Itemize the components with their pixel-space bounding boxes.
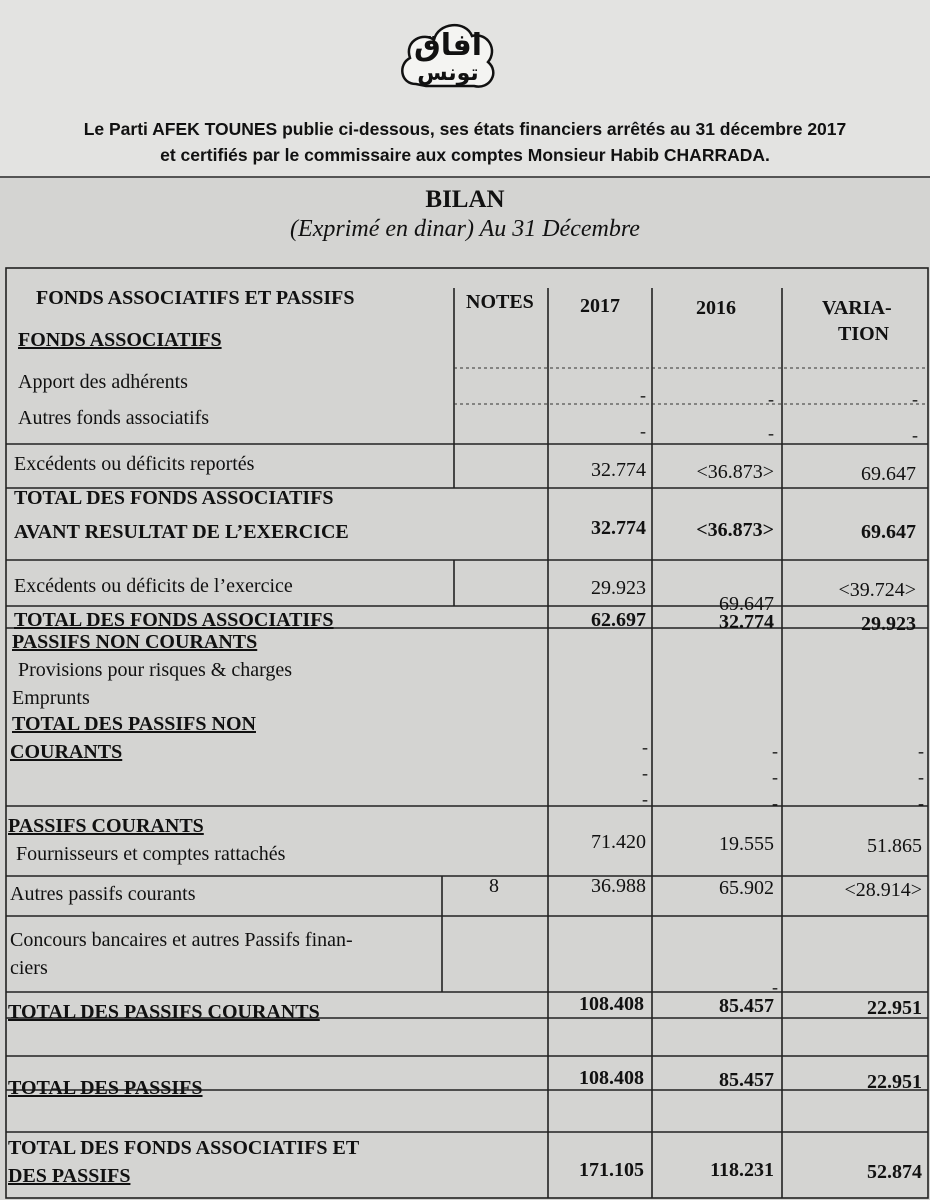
header-label: FONDS ASSOCIATIFS ET PASSIFS [36,287,355,309]
row-total-fonds-2016: 32.774 [719,611,774,633]
row-apport-label: Apport des adhérents [18,371,188,393]
row-emprunts-2017: - [642,763,648,783]
row-excedents-reportes-2016: <36.873> [696,461,774,483]
section-passifs-non-courants: PASSIFS NON COURANTS [12,631,258,653]
intro-paragraph [0,116,930,168]
section-passifs-courants: PASSIFS COURANTS [8,815,204,837]
row-total-non-courants-line2: COURANTS [10,741,123,763]
document-title: BILAN [425,186,505,213]
row-apport-2016: - [768,389,774,409]
row-total-non-courants-variation: - [918,793,924,813]
header-2017: 2017 [580,295,620,317]
intro-line-2: et certifiés par le commissaire aux comptes Monsieur Habib CHARRADA. [160,145,770,165]
row-total-general-line1: TOTAL DES FONDS ASSOCIATIFS ET [8,1137,360,1159]
row-total-avant-line1: TOTAL DES FONDS ASSOCIATIFS [14,487,334,509]
afek-tounes-logo [396,14,500,102]
logo-text-line1: افاق [413,28,482,63]
row-concours-line1: Concours bancaires et autres Passifs finan- [10,929,353,951]
row-autres-passifs-variation: <28.914> [844,879,922,901]
row-excedents-reportes-2017: 32.774 [591,459,646,481]
row-total-courants-2016: 85.457 [719,995,774,1017]
row-autres-passifs-label: Autres passifs courants [10,883,196,905]
row-total-passifs-2016: 85.457 [719,1069,774,1091]
header-variation-line1: VARIA- [822,297,892,319]
header-2016: 2016 [696,297,736,319]
row-excedents-reportes-label: Excédents ou déficits reportés [14,453,255,475]
row-fournisseurs-label: Fournisseurs et comptes rattachés [16,843,286,865]
row-total-general-line2: DES PASSIFS [8,1165,131,1187]
document-subtitle: (Exprimé en dinar) Au 31 Décembre [290,216,640,242]
row-total-courants-2017: 108.408 [579,993,644,1015]
header-variation-line2: TION [838,323,890,345]
row-excedents-exercice-2017: 29.923 [591,577,646,599]
row-autres-fonds-2016: - [768,423,774,443]
row-provisions-2017: - [642,737,648,757]
row-total-non-courants-2017: - [642,789,648,809]
row-total-avant-variation: 69.647 [861,521,916,543]
row-total-courants-label: TOTAL DES PASSIFS COURANTS [8,1001,320,1023]
row-autres-passifs-2017: 36.988 [591,875,646,897]
header-band [0,0,930,178]
row-total-avant-2017: 32.774 [591,517,646,539]
intro-line-1: Le Parti AFEK TOUNES publie ci-dessous, ses états financiers arrêtés au 31 décembre 2017 [83,119,847,139]
row-concours-2016: - [772,977,778,997]
row-total-fonds-2017: 62.697 [591,609,646,631]
row-total-general-2017: 171.105 [579,1159,644,1181]
row-total-passifs-variation: 22.951 [867,1071,922,1093]
row-fournisseurs-variation: 51.865 [867,835,922,857]
row-fournisseurs-2016: 19.555 [719,833,774,855]
row-total-fonds-label: TOTAL DES FONDS ASSOCIATIFS [14,609,334,631]
row-provisions-2016: - [772,741,778,761]
row-concours-line2: ciers [10,957,48,979]
row-emprunts-variation: - [918,767,924,787]
row-autres-passifs-notes: 8 [489,875,499,897]
row-total-passifs-2017: 108.408 [579,1067,644,1089]
row-excedents-reportes-variation: 69.647 [861,463,916,485]
row-autres-fonds-variation: - [912,425,918,445]
row-total-general-2016: 118.231 [710,1159,774,1181]
row-autres-fonds-2017: - [640,421,646,441]
row-autres-passifs-2016: 65.902 [719,877,774,899]
row-emprunts-2016: - [772,767,778,787]
row-emprunts-label: Emprunts [12,687,90,709]
row-total-general-variation: 52.874 [867,1161,922,1183]
row-provisions-variation: - [918,741,924,761]
row-excedents-exercice-label: Excédents ou déficits de l’exercice [14,575,293,597]
row-provisions-label: Provisions pour risques & charges [18,659,293,681]
row-excedents-exercice-variation: <39.724> [838,579,916,601]
row-total-avant-line2: AVANT RESULTAT DE L’EXERCICE [14,521,349,543]
row-total-non-courants-line1: TOTAL DES PASSIFS NON [12,713,256,735]
row-apport-2017: - [640,385,646,405]
row-total-fonds-variation: 29.923 [861,613,916,635]
row-total-non-courants-2016: - [772,793,778,813]
row-total-courants-variation: 22.951 [867,997,922,1019]
section-fonds-associatifs: FONDS ASSOCIATIFS [18,329,222,351]
row-autres-fonds-label: Autres fonds associatifs [18,407,210,429]
row-total-passifs-label: TOTAL DES PASSIFS [8,1077,203,1099]
row-apport-variation: - [912,389,918,409]
row-excedents-exercice-2016: 69.647 [719,593,774,615]
logo-text-line2: تونس [417,61,479,86]
header-notes: NOTES [466,291,534,313]
row-total-avant-2016: <36.873> [696,519,774,541]
row-fournisseurs-2017: 71.420 [591,831,646,853]
